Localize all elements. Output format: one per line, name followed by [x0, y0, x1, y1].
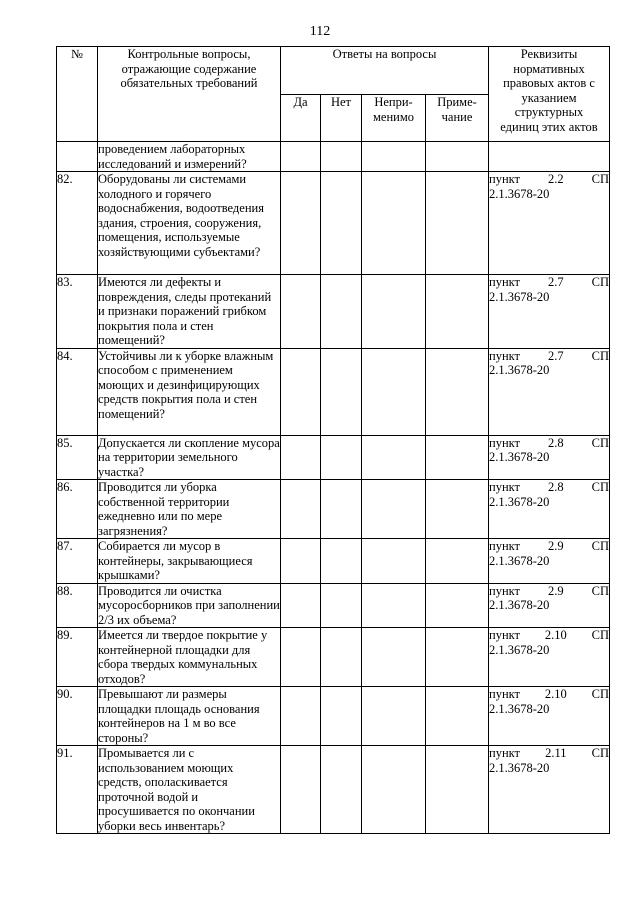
- table-row: [57, 746, 610, 834]
- header-question: Контрольные вопросы, отражающие содержание обязательных требований: [98, 47, 281, 142]
- answer-not-applicable-cell[interactable]: [362, 435, 426, 480]
- requisites-line: [489, 172, 609, 187]
- header-yes: Да: [281, 95, 321, 142]
- answer-no-cell[interactable]: [321, 480, 362, 539]
- row-requisites: [489, 275, 610, 349]
- row-number: 88.: [57, 583, 98, 628]
- ref-word: пункт: [489, 172, 520, 186]
- requisites-line: [489, 539, 609, 554]
- row-question: проведением лабораторных исследований и измерений?: [98, 142, 281, 172]
- answer-note-cell[interactable]: [426, 687, 489, 746]
- answer-not-applicable-cell[interactable]: [362, 348, 426, 435]
- table-row: [57, 435, 610, 480]
- ref-item: 2.10: [544, 687, 567, 701]
- row-number: 83.: [57, 275, 98, 349]
- ref-word: пункт: [489, 539, 520, 553]
- table-header: [57, 47, 610, 142]
- requisites-line: [489, 349, 609, 364]
- header-requisites: Реквизиты нормативных правовых актов с указанием структурных единиц этих актов: [489, 47, 610, 142]
- row-number: 90.: [57, 687, 98, 746]
- ref-item: 2.11: [545, 746, 567, 760]
- answer-note-cell[interactable]: [426, 746, 489, 834]
- row-number: 87.: [57, 539, 98, 584]
- row-question: Устойчивы ли к уборке влажным способом с применением моющих и дезинфицирующих средств покрытия пола и стен помещений?: [98, 348, 281, 435]
- answer-yes-cell[interactable]: [281, 480, 321, 539]
- answer-yes-cell[interactable]: [281, 348, 321, 435]
- ref-item: 2.9: [548, 539, 564, 553]
- header-number: №: [57, 47, 98, 142]
- answer-yes-cell[interactable]: [281, 628, 321, 687]
- ref-item: 2.2: [548, 172, 564, 186]
- ref-code: 2.1.3678-20: [489, 494, 550, 509]
- ref-word: пункт: [489, 628, 520, 642]
- ref-sp: СП: [591, 275, 609, 289]
- table-row: [57, 142, 610, 172]
- row-requisites: [489, 435, 610, 480]
- answer-yes-cell[interactable]: [281, 172, 321, 275]
- table-row: [57, 172, 610, 275]
- row-number: 86.: [57, 480, 98, 539]
- answer-no-cell[interactable]: [321, 142, 362, 172]
- row-question: Допускается ли скопление мусора на территории земельного участка?: [98, 435, 280, 479]
- table-body: [57, 142, 610, 834]
- answer-not-applicable-cell[interactable]: [362, 628, 426, 687]
- ref-sp: СП: [591, 480, 609, 494]
- ref-item: 2.10: [544, 628, 567, 642]
- row-question: Собирается ли мусор в контейнеры, закрывающиеся крышками?: [98, 539, 281, 584]
- ref-word: пункт: [489, 435, 520, 450]
- ref-word: пункт: [489, 583, 520, 598]
- ref-sp: СП: [591, 746, 609, 760]
- page-number: 112: [309, 24, 331, 39]
- row-requisites: [489, 480, 610, 539]
- answer-no-cell[interactable]: [321, 172, 362, 275]
- ref-code: 2.1.3678-20: [489, 701, 550, 716]
- ref-code: 2.1.3678-20: [489, 363, 550, 377]
- ref-code: 2.1.3678-20: [489, 553, 550, 568]
- answer-note-cell[interactable]: [426, 172, 489, 275]
- answer-not-applicable-cell[interactable]: [362, 583, 426, 628]
- ref-sp: СП: [591, 539, 609, 553]
- answer-yes-cell[interactable]: [281, 746, 321, 834]
- answer-not-applicable-cell[interactable]: [362, 539, 426, 584]
- answer-note-cell[interactable]: [426, 275, 489, 349]
- table-row: [57, 348, 610, 435]
- ref-sp: СП: [591, 435, 609, 450]
- ref-sp: СП: [591, 628, 609, 642]
- answer-not-applicable-cell[interactable]: [362, 480, 426, 539]
- row-number: 89.: [57, 628, 98, 687]
- row-requisites: [489, 142, 610, 172]
- ref-word: пункт: [489, 348, 520, 363]
- row-question: Имеются ли дефекты и повреждения, следы протеканий и признаки поражений грибком покрытия пола и стен помещений?: [98, 275, 281, 349]
- answer-no-cell[interactable]: [321, 275, 362, 349]
- requisites-line: [489, 480, 609, 495]
- ref-word: пункт: [489, 480, 520, 494]
- row-requisites: [489, 348, 610, 435]
- row-requisites: [489, 746, 610, 834]
- table-row: [57, 275, 610, 349]
- ref-code: 2.1.3678-20: [489, 450, 550, 464]
- answer-yes-cell[interactable]: [281, 435, 321, 480]
- answer-not-applicable-cell[interactable]: [362, 687, 426, 746]
- row-requisites: [489, 539, 610, 584]
- answer-no-cell[interactable]: [321, 539, 362, 584]
- row-question: Оборудованы ли системами холодного и горячего водоснабжения, водоотведения здания, строения, сооружения, помещения, используемые хозяйствующими субъектами?: [98, 172, 281, 275]
- ref-item: 2.8: [548, 480, 564, 494]
- answer-no-cell[interactable]: [321, 746, 362, 834]
- ref-item: 2.9: [548, 583, 564, 598]
- ref-item: 2.7: [548, 348, 564, 363]
- ref-item: 2.8: [548, 435, 564, 450]
- answer-note-cell[interactable]: [426, 142, 489, 172]
- ref-sp: СП: [591, 583, 609, 598]
- answer-not-applicable-cell[interactable]: [362, 172, 426, 275]
- ref-item: 2.7: [548, 275, 564, 289]
- row-requisites: [489, 172, 610, 275]
- ref-code: 2.1.3678-20: [489, 760, 550, 775]
- row-requisites: [489, 583, 610, 628]
- ref-code: 2.1.3678-20: [489, 186, 550, 201]
- row-number: [57, 142, 98, 172]
- answer-note-cell[interactable]: [426, 480, 489, 539]
- answer-not-applicable-cell[interactable]: [362, 275, 426, 349]
- answer-no-cell[interactable]: [321, 628, 362, 687]
- ref-word: пункт: [489, 275, 520, 289]
- requisites-line: [489, 628, 609, 643]
- row-question: Промывается ли с использованием моющих средств, ополаскивается проточной водой и просушивается по окончании уборки весь инвентарь?: [98, 746, 281, 834]
- answer-no-cell[interactable]: [321, 583, 362, 628]
- row-question: Имеется ли твердое покрытие у контейнерной площадки для сбора твердых коммунальных отходов?: [98, 628, 281, 687]
- answer-no-cell[interactable]: [321, 687, 362, 746]
- row-question: Проводится ли уборка собственной территории ежедневно или по мере загрязнения?: [98, 480, 281, 539]
- row-number: 82.: [57, 172, 98, 275]
- header-no: Нет: [321, 95, 362, 142]
- table-row: [57, 539, 610, 584]
- header-not-applicable: Непри- менимо: [362, 95, 426, 142]
- ref-sp: СП: [591, 687, 609, 701]
- table-row: [57, 480, 610, 539]
- row-question: Проводится ли очистка мусоросборников при заполнении 2/3 их объема?: [98, 583, 280, 627]
- answer-not-applicable-cell[interactable]: [362, 142, 426, 172]
- answer-no-cell[interactable]: [321, 435, 362, 480]
- checklist-table: [56, 46, 610, 834]
- ref-sp: СП: [591, 172, 609, 186]
- answer-no-cell[interactable]: [321, 348, 362, 435]
- row-requisites: [489, 687, 610, 746]
- answer-note-cell[interactable]: [426, 628, 489, 687]
- ref-code: 2.1.3678-20: [489, 289, 550, 304]
- requisites-line: [489, 687, 609, 702]
- table-row: [57, 628, 610, 687]
- row-requisites: [489, 628, 610, 687]
- row-question: Превышают ли размеры площадки площадь основания контейнеров на 1 м во все стороны?: [98, 687, 281, 746]
- answer-note-cell[interactable]: [426, 583, 489, 628]
- requisites-line: [489, 436, 609, 451]
- ref-word: пункт: [489, 687, 520, 701]
- header-note: Приме- чание: [426, 95, 489, 142]
- table-row: [57, 583, 610, 628]
- requisites-line: [489, 275, 609, 290]
- ref-word: пункт: [489, 746, 520, 760]
- answer-yes-cell[interactable]: [281, 539, 321, 584]
- ref-sp: СП: [591, 348, 609, 363]
- requisites-line: [489, 746, 609, 761]
- answer-yes-cell[interactable]: [281, 275, 321, 349]
- answer-yes-cell[interactable]: [281, 687, 321, 746]
- header-answers: Ответы на вопросы: [281, 47, 489, 95]
- answer-note-cell[interactable]: [426, 348, 489, 435]
- ref-code: 2.1.3678-20: [489, 642, 550, 657]
- ref-code: 2.1.3678-20: [489, 598, 550, 612]
- answer-yes-cell[interactable]: [281, 583, 321, 628]
- row-number: 85.: [57, 435, 98, 480]
- table-row: [57, 687, 610, 746]
- answer-note-cell[interactable]: [426, 539, 489, 584]
- row-number: 91.: [57, 746, 98, 834]
- requisites-line: [489, 584, 609, 599]
- answer-yes-cell[interactable]: [281, 142, 321, 172]
- answer-note-cell[interactable]: [426, 435, 489, 480]
- answer-not-applicable-cell[interactable]: [362, 746, 426, 834]
- row-number: 84.: [57, 348, 98, 435]
